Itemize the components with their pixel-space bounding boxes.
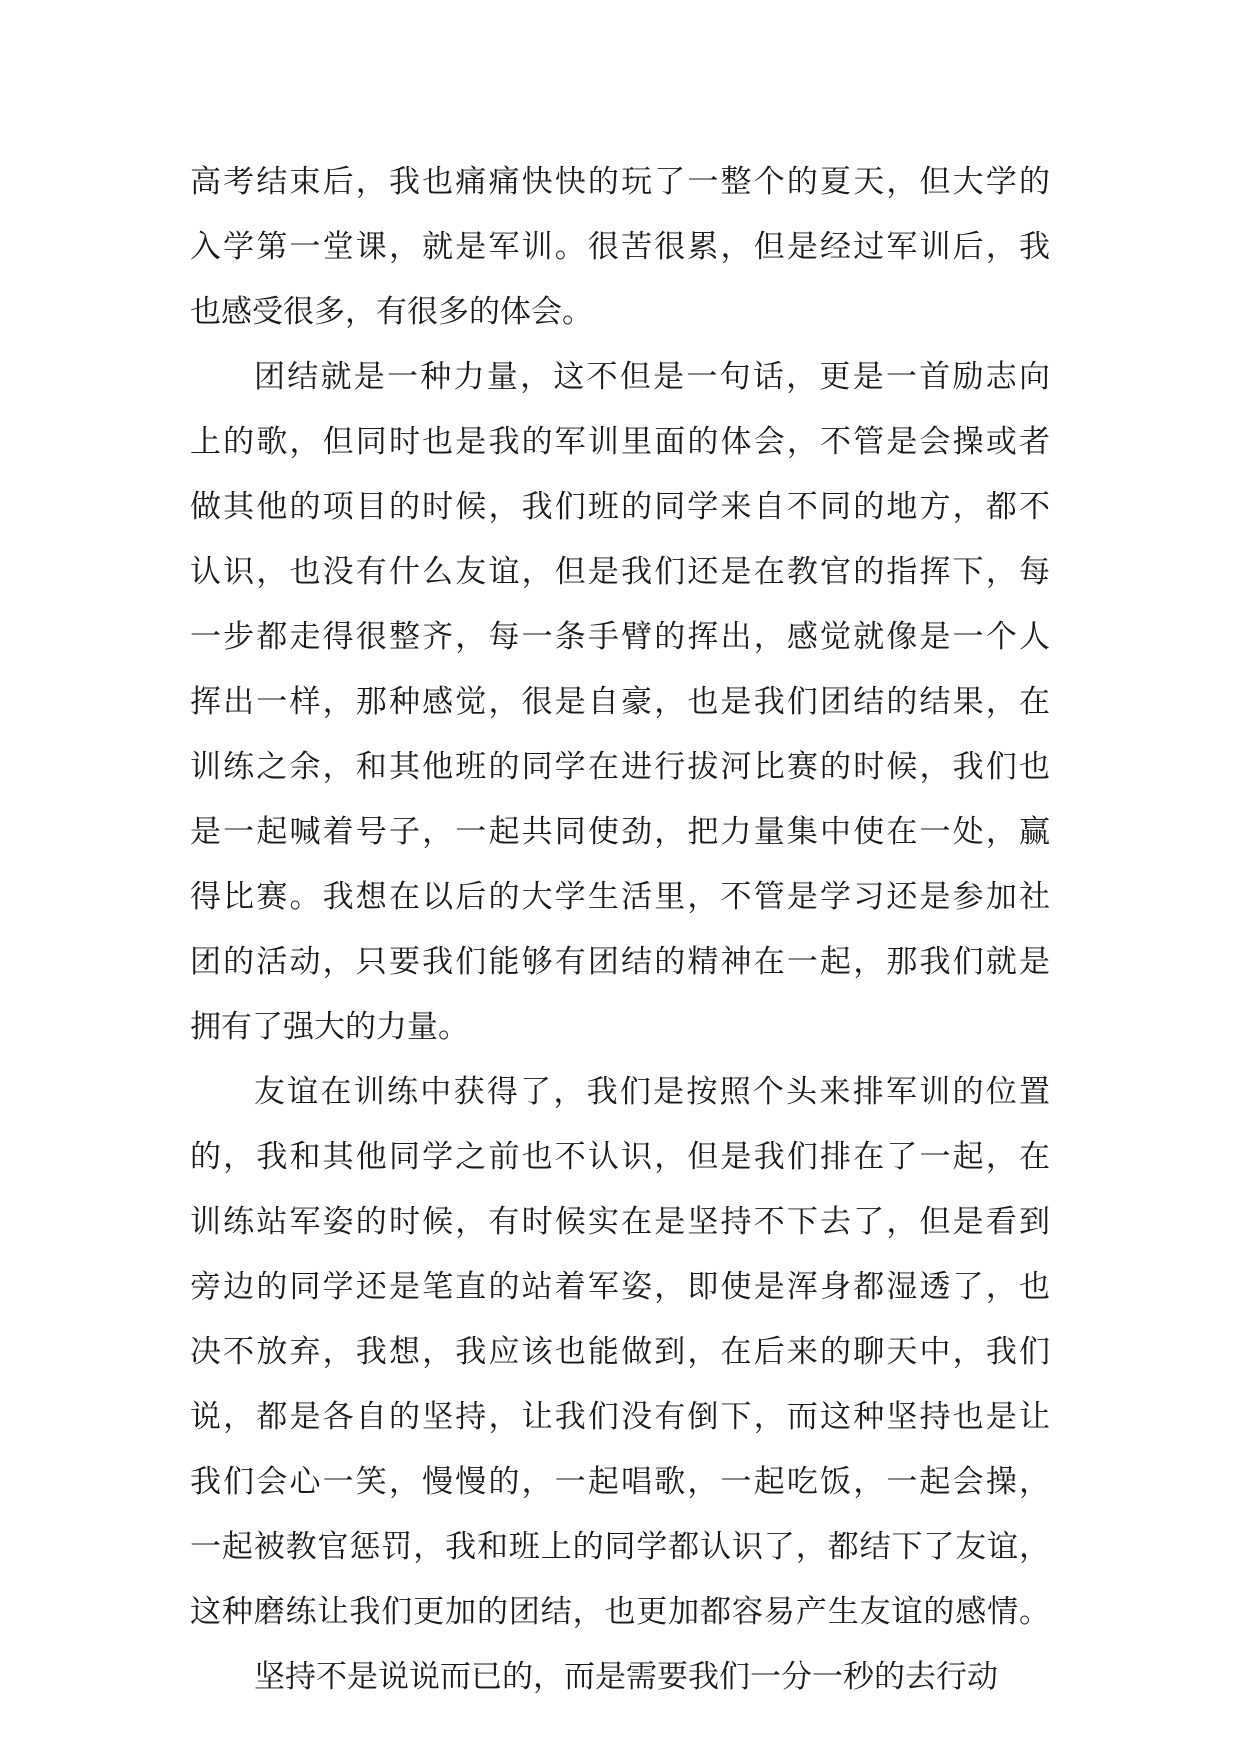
text-line: 我们会心一笑，慢慢的，一起唱歌，一起吃饭，一起会操，: [190, 1464, 1050, 1500]
text-line: 训练站军姿的时候，有时候实在是坚持不下去了，但是看到: [190, 1204, 1050, 1240]
text-line: 也感受很多，有很多的体会。: [190, 294, 593, 330]
text-line: 团的活动，只要我们能够有团结的精神在一起，那我们就是: [190, 944, 1050, 980]
text-line: 决不放弃，我想，我应该也能做到，在后来的聊天中，我们: [190, 1334, 1050, 1370]
text-line: 的，我和其他同学之前也不认识，但是我们排在了一起，在: [190, 1139, 1050, 1175]
text-line: 一步都走得很整齐，每一条手臂的挥出，感觉就像是一个人: [190, 619, 1050, 655]
text-line: 坚持不是说说而已的，而是需要我们一分一秒的去行动: [254, 1659, 998, 1695]
text-line: 高考结束后，我也痛痛快快的玩了一整个的夏天，但大学的: [190, 164, 1050, 200]
text-line: 这种磨练让我们更加的团结，也更加都容易产生友谊的感情。: [190, 1594, 1050, 1630]
text-line: 旁边的同学还是笔直的站着军姿，即使是浑身都湿透了，也: [190, 1269, 1050, 1305]
text-line: 得比赛。我想在以后的大学生活里，不管是学习还是参加社: [190, 879, 1050, 915]
text-line: 训练之余，和其他班的同学在进行拔河比赛的时候，我们也: [190, 749, 1050, 785]
text-line: 团结就是一种力量，这不但是一句话，更是一首励志向: [254, 359, 1050, 395]
text-line: 挥出一样，那种感觉，很是自豪，也是我们团结的结果，在: [190, 684, 1050, 720]
text-line: 友谊在训练中获得了，我们是按照个头来排军训的位置: [254, 1074, 1050, 1110]
paragraph: [190, 1645, 1050, 1710]
paragraph: [190, 150, 1050, 345]
text-line: 是一起喊着号子，一起共同使劲，把力量集中使在一处，赢: [190, 814, 1050, 850]
text-line: 一起被教官惩罚，我和班上的同学都认识了，都结下了友谊，: [190, 1529, 1050, 1565]
text-line: 拥有了强大的力量。: [190, 1009, 469, 1045]
paragraph: [190, 1060, 1050, 1645]
text-line: 认识，也没有什么友谊，但是我们还是在教官的指挥下，每: [190, 554, 1050, 590]
text-line: 做其他的项目的时候，我们班的同学来自不同的地方，都不: [190, 489, 1050, 525]
text-line: 入学第一堂课，就是军训。很苦很累，但是经过军训后，我: [190, 229, 1050, 265]
text-line: 说，都是各自的坚持，让我们没有倒下，而这种坚持也是让: [190, 1399, 1050, 1435]
paragraph: [190, 345, 1050, 1060]
text-line: 上的歌，但同时也是我的军训里面的体会，不管是会操或者: [190, 424, 1050, 460]
document-body: [190, 150, 1050, 1710]
